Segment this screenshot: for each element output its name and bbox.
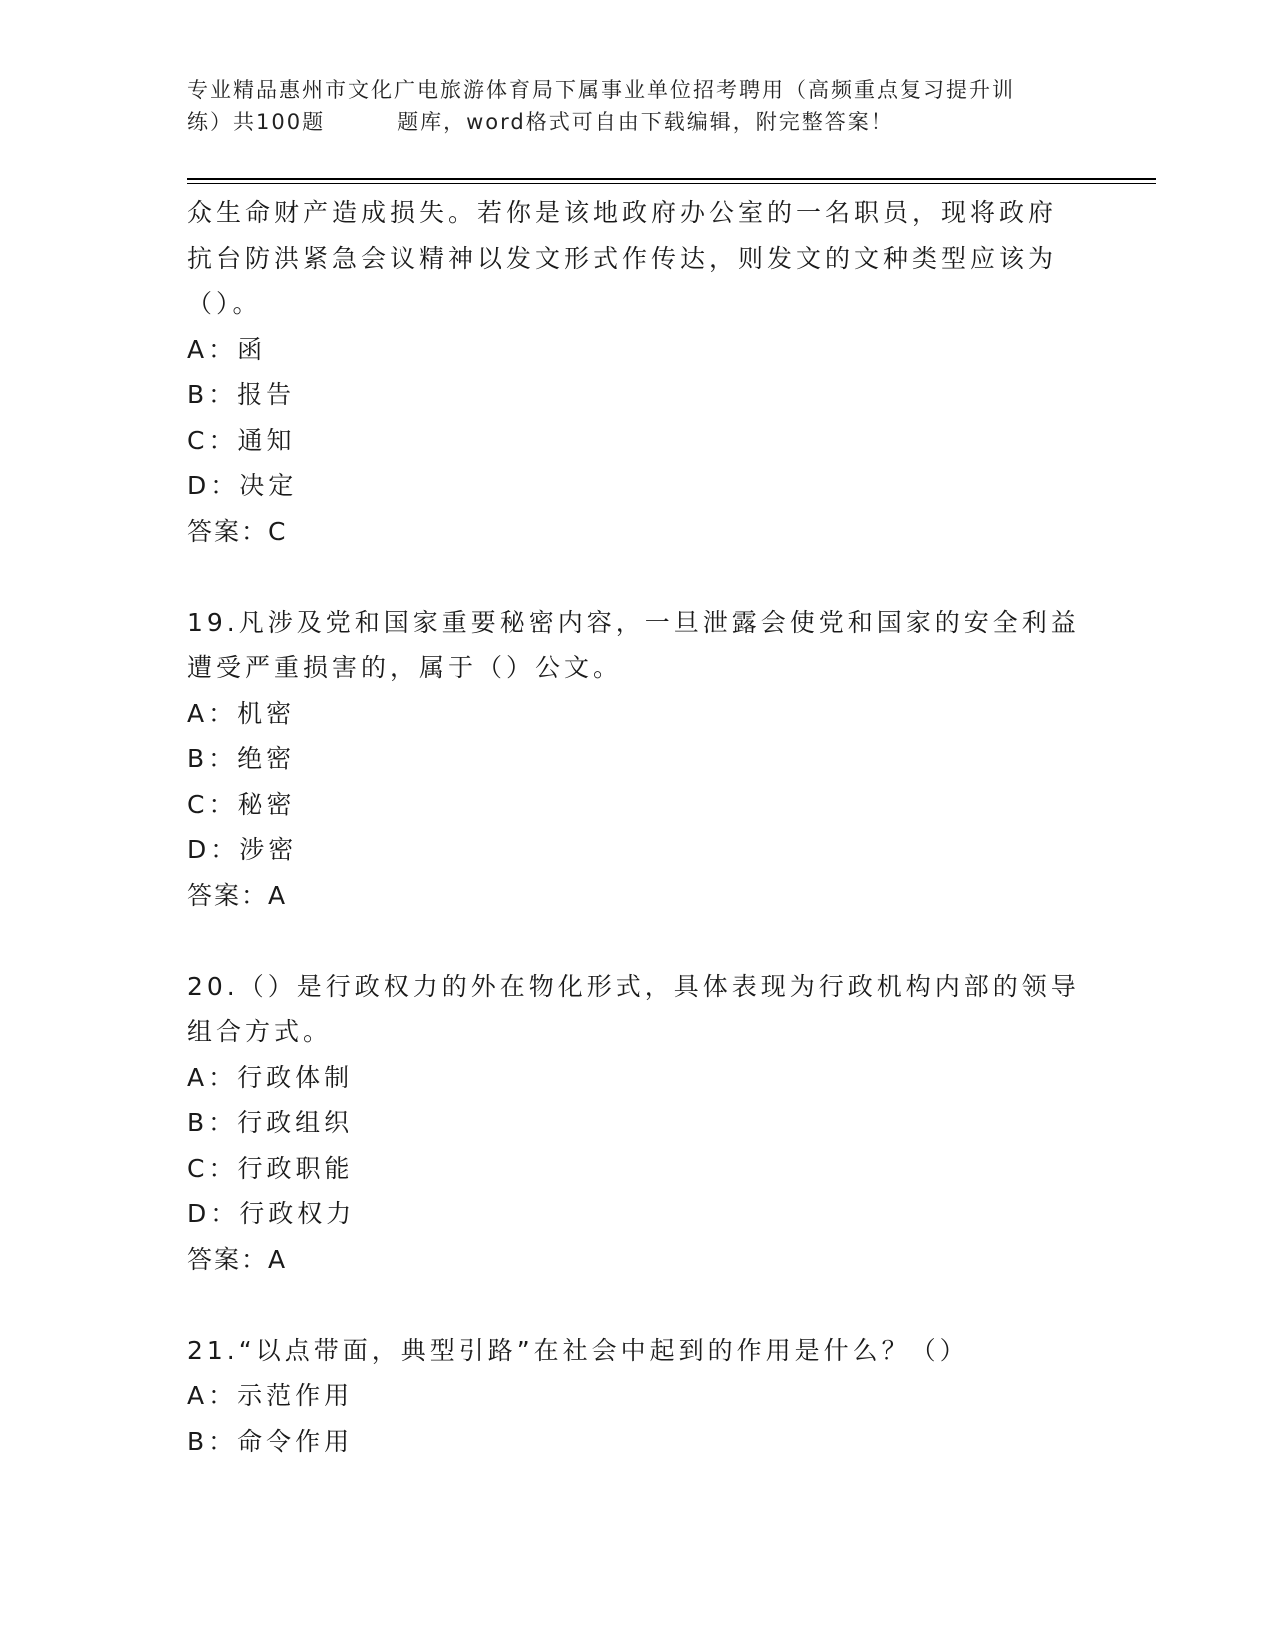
header-line-2: [187, 106, 1087, 138]
header-rule-thick: [187, 178, 1156, 180]
q20-option-c: C：行政职能: [187, 1153, 354, 1183]
q19-option-d: D：涉密: [187, 835, 298, 864]
q19-stem-line-2: 遭受严重损害的，属于（）公文。: [187, 653, 623, 682]
header-line-2-part-b: 题库，word格式可自由下载编辑，附完整答案！: [397, 110, 894, 134]
q19-option-b: B：绝密: [187, 744, 296, 773]
q18-option-c: C：通知: [187, 425, 296, 455]
q21-option-a: A：示范作用: [187, 1381, 354, 1410]
header-line-2-part-a: 练）共100题: [187, 110, 326, 134]
q20-option-b: B：行政组织: [187, 1108, 354, 1137]
q20-option-d: D：行政权力: [187, 1199, 356, 1228]
q19-option-c: C：秘密: [187, 789, 296, 819]
q21-stem-line-1: 21.“以点带面，典型引路”在社会中起到的作用是什么？（）: [187, 1335, 969, 1365]
q20-answer: 答案：A: [187, 1244, 288, 1274]
q18-option-a: A：函: [187, 334, 267, 364]
spacer: [187, 918, 1087, 964]
q19-stem-line-1: 19.凡涉及党和国家重要秘密内容，一旦泄露会使党和国家的安全利益: [187, 607, 1080, 637]
header-line-1: 专业精品惠州市文化广电旅游体育局下属事业单位招考聘用（高频重点复习提升训: [187, 78, 1015, 102]
q20-stem-line-2: 组合方式。: [187, 1017, 333, 1046]
q18-stem-line-3: （）。: [187, 289, 262, 318]
q19-option-a: A：机密: [187, 698, 296, 728]
q20-option-a: A：行政体制: [187, 1062, 354, 1092]
q18-option-d: D：决定: [187, 471, 298, 500]
q19-answer: 答案：A: [187, 880, 288, 910]
q18-option-b: B：报告: [187, 380, 296, 409]
document-body: [187, 190, 1087, 1464]
spacer: [187, 554, 1087, 600]
q18-answer: 答案：C: [187, 516, 288, 546]
q21-option-b: B：命令作用: [187, 1426, 354, 1456]
q18-stem-line-1: 众生命财产造成损失。若你是该地政府办公室的一名职员，现将政府: [187, 198, 1058, 227]
q20-stem-line-1: 20.（）是行政权力的外在物化形式，具体表现为行政机构内部的领导: [187, 971, 1080, 1001]
q18-stem-line-2: 抗台防洪紧急会议精神以发文形式作传达，则发文的文种类型应该为: [187, 243, 1058, 273]
spacer: [187, 1282, 1087, 1328]
header-rule-thin: [187, 183, 1156, 184]
document-header: [187, 74, 1087, 138]
